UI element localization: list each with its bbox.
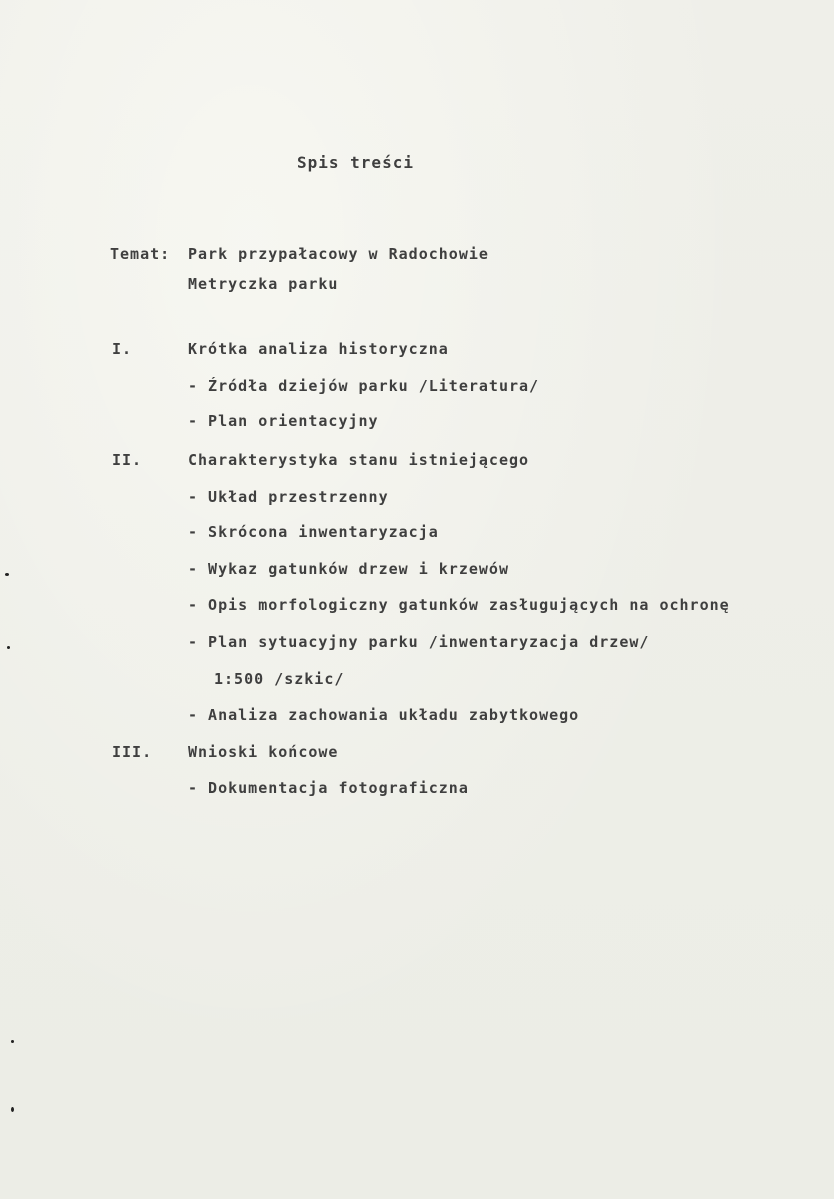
section-title: Krótka analiza historyczna bbox=[188, 340, 449, 358]
margin-mark bbox=[7, 646, 10, 649]
metryczka-entry: Metryczka parku bbox=[188, 275, 339, 293]
toc-item: - Plan sytuacyjny parku /inwentaryzacja drzew/ bbox=[188, 633, 650, 651]
section-number: I. bbox=[112, 340, 133, 358]
toc-item: - Opis morfologiczny gatunków zasługujących na ochronę bbox=[188, 596, 730, 614]
section-number: III. bbox=[112, 743, 153, 761]
toc-item: - Wykaz gatunków drzew i krzewów bbox=[188, 560, 509, 578]
toc-item-continuation: 1:500 /szkic/ bbox=[214, 670, 345, 688]
section-title: Charakterystyka stanu istniejącego bbox=[188, 451, 530, 469]
toc-item: - Układ przestrzenny bbox=[188, 488, 389, 506]
temat-label: Temat: bbox=[110, 245, 171, 263]
section-title: Wnioski końcowe bbox=[188, 743, 339, 761]
margin-mark bbox=[11, 1040, 14, 1043]
margin-mark bbox=[5, 573, 9, 576]
section-number: II. bbox=[112, 451, 143, 469]
page-title: Spis treści bbox=[297, 153, 414, 172]
toc-item: - Skrócona inwentaryzacja bbox=[188, 523, 439, 541]
toc-item: - Dokumentacja fotograficzna bbox=[188, 779, 469, 797]
toc-item: - Źródła dziejów parku /Literatura/ bbox=[188, 377, 540, 395]
toc-item: - Plan orientacyjny bbox=[188, 412, 379, 430]
toc-item: - Analiza zachowania układu zabytkowego bbox=[188, 706, 580, 724]
margin-mark bbox=[11, 1107, 14, 1112]
temat-value: Park przypałacowy w Radochowie bbox=[188, 245, 489, 263]
